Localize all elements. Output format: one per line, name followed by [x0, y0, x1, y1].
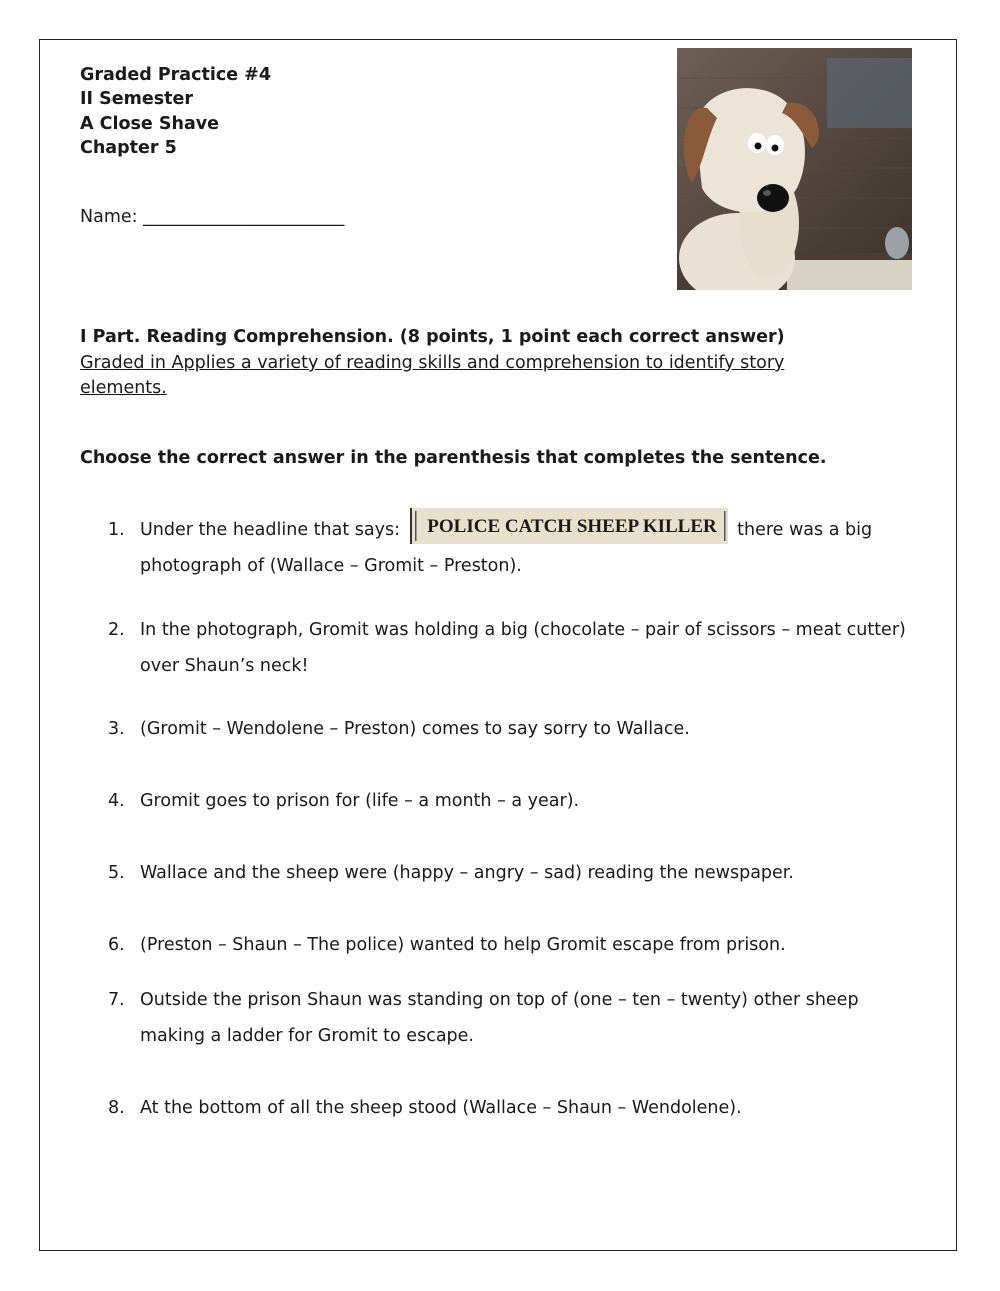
name-field: Name: _______________________ — [80, 207, 345, 227]
question-number: 6. — [108, 935, 125, 955]
newspaper-headline-image — [410, 508, 728, 544]
headline-text: POLICE CATCH SHEEP KILLER — [426, 516, 717, 537]
worksheet-header — [80, 63, 271, 160]
question-number: 4. — [108, 791, 125, 811]
question-text: In the photograph, Gromit was holding a big (chocolate – pair of scissors – meat cutter) over Shaun’s neck! — [140, 620, 906, 676]
question-number: 7. — [108, 990, 125, 1010]
header-semester: II Semester — [80, 89, 193, 110]
question-number: 8. — [108, 1098, 125, 1118]
question-text-after: there was a big photograph of (Wallace – Gromit – Preston). — [140, 520, 873, 576]
question-text: (Gromit – Wendolene – Preston) comes to say sorry to Wallace. — [140, 719, 690, 739]
question-text: Wallace and the sheep were (happy – angry – sad) reading the newspaper. — [140, 863, 794, 883]
part-title: I Part. Reading Comprehension. (8 points, 1 point each correct answer) — [80, 327, 785, 347]
question-text: Outside the prison Shaun was standing on top of (one – ten – twenty) other sheep making a ladder for Gromit to escape. — [140, 990, 859, 1046]
question-number: 2. — [108, 620, 125, 640]
graded-note: Graded in Applies a variety of reading skills and comprehension to identify story elements. — [80, 353, 785, 398]
instruction: Choose the correct answer in the parenthesis that completes the sentence. — [80, 448, 827, 468]
question-text-before: Under the headline that says: — [140, 520, 400, 540]
question-7 — [108, 982, 908, 1054]
question-5 — [108, 855, 908, 891]
question-3 — [108, 711, 908, 747]
header-title: Graded Practice #4 — [80, 65, 271, 85]
question-2 — [108, 612, 908, 684]
question-text: At the bottom of all the sheep stood (Wallace – Shaun – Wendolene). — [140, 1098, 742, 1118]
header-book: A Close Shave — [80, 113, 220, 134]
question-8 — [108, 1090, 908, 1126]
question-number: 5. — [108, 863, 125, 883]
question-1 — [108, 512, 908, 584]
question-number: 3. — [108, 719, 125, 739]
gromit-photo — [677, 48, 912, 290]
question-number: 1. — [108, 520, 125, 540]
header-chapter: Chapter 5 — [80, 137, 177, 158]
question-4 — [108, 783, 908, 819]
question-6 — [108, 927, 908, 963]
question-text: Gromit goes to prison for (life – a month – a year). — [140, 791, 580, 811]
question-text: (Preston – Shaun – The police) wanted to help Gromit escape from prison. — [140, 935, 786, 955]
